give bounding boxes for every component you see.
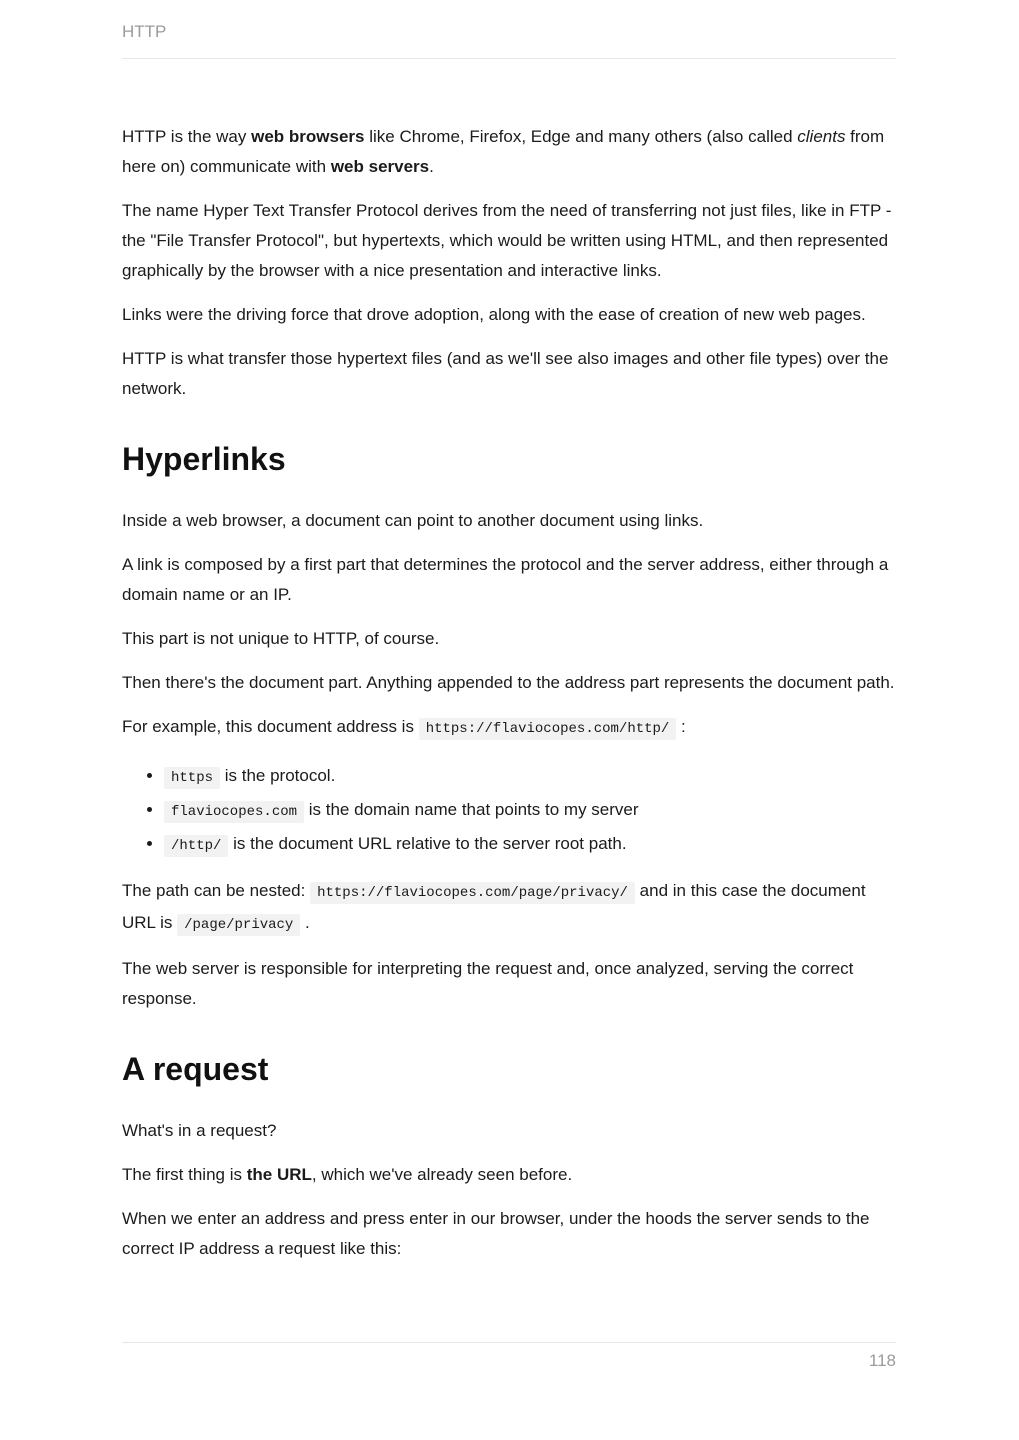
bold-text: web servers — [330, 157, 430, 176]
text-run: . — [300, 913, 310, 932]
paragraph — [122, 1160, 896, 1190]
text-run: is the protocol. — [220, 766, 336, 785]
list-item — [164, 760, 896, 794]
text-run: Then there's the document part. Anything appended to the address part represents the document path. — [122, 673, 895, 692]
bold-text: web browsers — [251, 127, 365, 146]
page-header — [122, 0, 896, 59]
text-run: : — [676, 717, 686, 736]
inline-code: /page/privacy — [177, 914, 300, 936]
text-run: For example, this document address is — [122, 717, 419, 736]
page-footer — [122, 1342, 896, 1373]
text-run: HTTP is what transfer those hypertext files (and as we'll see also images and other file types) over the network. — [122, 349, 889, 398]
text-run: is the domain name that points to my server — [304, 800, 639, 819]
bullet-list — [122, 760, 896, 862]
text-run: The web server is responsible for interpreting the request and, once analyzed, serving the correct response. — [122, 959, 854, 1008]
text-run: Inside a web browser, a document can point to another document using links. — [122, 511, 704, 530]
text-run: What's in a request? — [122, 1121, 277, 1140]
paragraph — [122, 954, 896, 1014]
paragraph — [122, 624, 896, 654]
text-run: like Chrome, Firefox, Edge and many others (also called — [364, 127, 798, 146]
inline-code: https://flaviocopes.com/page/privacy/ — [310, 882, 635, 904]
running-title: HTTP — [122, 22, 167, 41]
text-run: The first thing is — [122, 1165, 247, 1184]
italic-text: clients — [797, 127, 846, 146]
article — [122, 59, 896, 1278]
inline-code: https — [164, 767, 220, 789]
paragraph — [122, 668, 896, 698]
paragraph — [122, 712, 896, 744]
paragraph — [122, 196, 896, 286]
inline-code: https://flaviocopes.com/http/ — [419, 718, 677, 740]
text-run: from here on) communicate with — [122, 127, 885, 176]
inline-code: flaviocopes.com — [164, 801, 304, 823]
paragraph — [122, 1116, 896, 1146]
text-run: and in this case the document URL is — [122, 881, 866, 932]
text-run: The name Hyper Text Transfer Protocol derives from the need of transferring not just files, like in FTP - the "File Transfer Protocol", but hypertexts, which would be written using HTML, and then represented graphically by the browser with a nice presentation and interactive links. — [122, 201, 892, 280]
text-run: , which we've already seen before. — [311, 1165, 573, 1184]
page-number: 118 — [868, 1351, 896, 1370]
text-run: When we enter an address and press enter in our browser, under the hoods the server sends to the correct IP address a request like this: — [122, 1209, 870, 1258]
bold-text: the URL — [246, 1165, 312, 1184]
paragraph — [122, 876, 896, 940]
list-item — [164, 794, 896, 828]
paragraph — [122, 344, 896, 404]
paragraph — [122, 550, 896, 610]
paragraph — [122, 1204, 896, 1264]
text-run: is the document URL relative to the server root path. — [228, 834, 627, 853]
inline-code: /http/ — [164, 835, 228, 857]
text-run: . — [429, 157, 434, 176]
list-item — [164, 828, 896, 862]
text-run: Links were the driving force that drove adoption, along with the ease of creation of new web pages. — [122, 305, 866, 324]
section-heading: A request — [122, 1051, 269, 1087]
paragraph — [122, 300, 896, 330]
text-run: HTTP is the way — [122, 127, 252, 146]
paragraph — [122, 122, 896, 182]
paragraph — [122, 506, 896, 536]
text-run: A link is composed by a first part that determines the protocol and the server address, either through a domain name or an IP. — [122, 555, 889, 604]
section-heading: Hyperlinks — [122, 441, 286, 477]
text-run: This part is not unique to HTTP, of course. — [122, 629, 440, 648]
text-run: The path can be nested: — [122, 881, 311, 900]
